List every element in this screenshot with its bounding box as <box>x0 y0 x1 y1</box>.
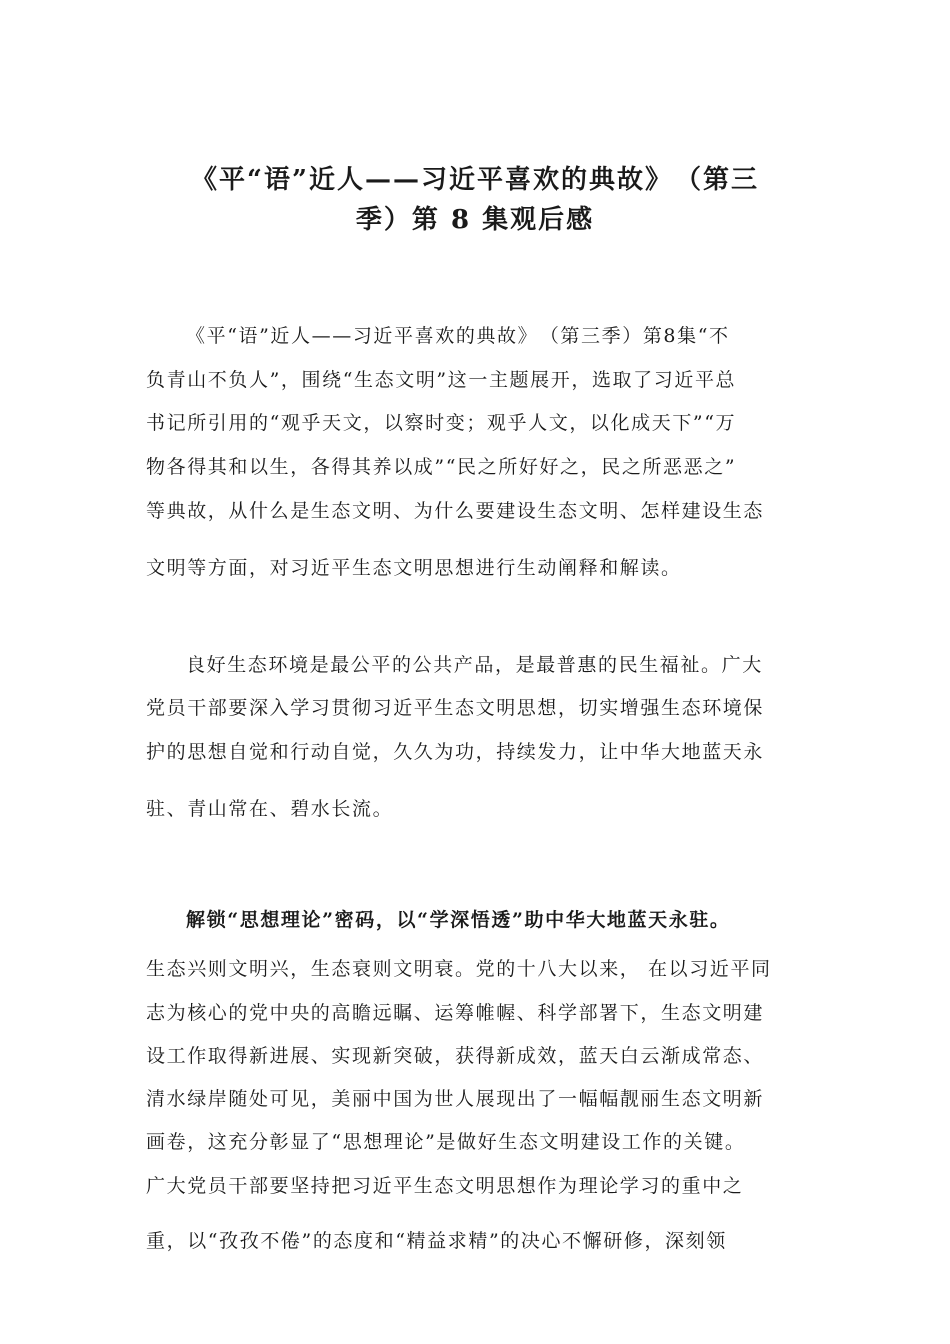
paragraph-2-line-2: 党员干部要深入学习贯彻习近平生态文明思想，切实增强生态环境保 <box>146 697 765 719</box>
paragraph-1-line-5: 等典故，从什么是生态文明、为什么要建设生态文明、怎样建设生态 <box>146 500 765 522</box>
section-line-5: 画卷，这充分彰显了“思想理论”是做好生态文明建设工作的关键。 <box>146 1131 746 1153</box>
section-line-1: 生态兴则文明兴，生态衰则文明衰。党的十八大以来， 在以习近平同 <box>146 958 772 980</box>
section-line-2: 志为核心的党中央的高瞻远瞩、运筹帷幄、科学部署下，生态文明建 <box>146 1002 765 1024</box>
document-title-line-1: 《平“语”近人——习近平喜欢的典故》 （第三 <box>191 165 759 195</box>
section-line-4: 清水绿岸随处可见，美丽中国为世人展现出了一幅幅靓丽生态文明新 <box>146 1088 765 1110</box>
section-line-6: 广大党员干部要坚持把习近平生态文明思想作为理论学习的重中之 <box>146 1175 744 1197</box>
paragraph-1-line-4: 物各得其和以生，各得其养以成”“民之所好好之，民之所恶恶之” <box>146 456 737 478</box>
paragraph-1-line-2: 负青山不负人”，围绕“生态文明”这一主题展开，选取了习近平总 <box>146 369 737 391</box>
paragraph-1-line-1: 《平“语”近人——习近平喜欢的典故》 （第三季）第8集“不 <box>186 325 730 347</box>
section-line-7: 重，以“孜孜不倦”的态度和“精益求精”的决心不懈研修，深刻领 <box>146 1230 727 1252</box>
section-heading: 解锁“思想理论”密码，以“学深悟透”助中华大地蓝天永驻。 <box>186 909 731 931</box>
document-title-line-2: 季）第 8 集观后感 <box>355 205 595 235</box>
paragraph-1-line-3: 书记所引用的“观乎天文，以察时变；观乎人文，以化成天下”“万 <box>146 412 737 434</box>
paragraph-2-line-3: 护的思想自觉和行动自觉，久久为功，持续发力，让中华大地蓝天永 <box>146 741 765 763</box>
paragraph-2-line-4: 驻、青山常在、碧水长流。 <box>146 798 394 820</box>
section-line-3: 设工作取得新进展、实现新突破，获得新成效，蓝天白云渐成常态、 <box>146 1045 765 1067</box>
paragraph-2-line-1: 良好生态环境是最公平的公共产品，是最普惠的民生福祉。广大 <box>186 654 763 676</box>
paragraph-1-line-6: 文明等方面，对习近平生态文明思想进行生动阐释和解读。 <box>146 557 682 579</box>
